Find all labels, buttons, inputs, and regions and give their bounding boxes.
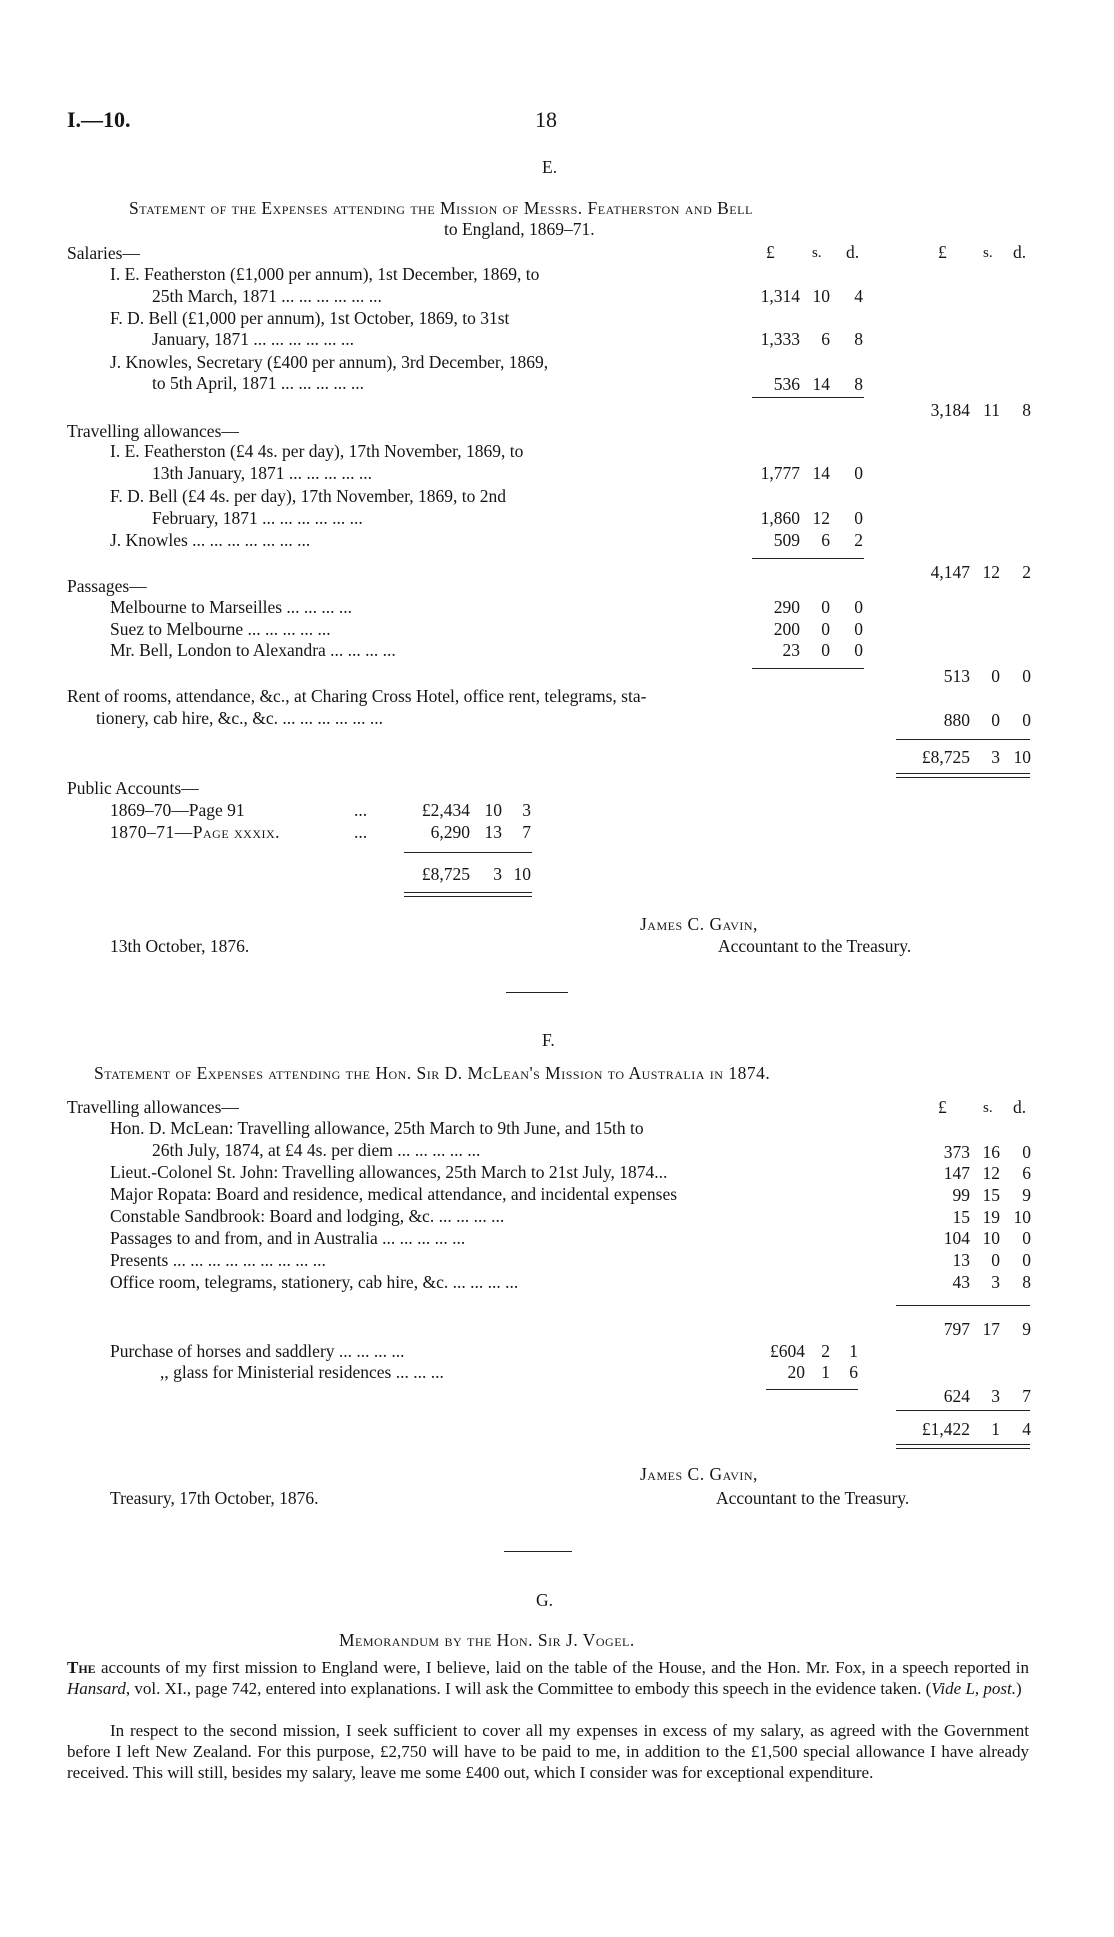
public-account-dots: ... xyxy=(354,822,368,842)
expense-item-desc: Passages to and from, and in Australia ... ... ... ... ... xyxy=(110,1228,466,1248)
salaries-label: Salaries— xyxy=(67,243,140,263)
amount-pence: 0 xyxy=(854,640,863,660)
memorandum-paragraph-1 xyxy=(67,1657,1029,1699)
amount-pounds: 23 xyxy=(782,640,800,660)
section-e-letter: E. xyxy=(542,157,558,177)
amount-pence: 4 xyxy=(854,286,863,306)
amount-pounds: 290 xyxy=(773,597,800,617)
amount-shillings: 16 xyxy=(982,1142,1000,1162)
grand-total-pence: 10 xyxy=(1013,747,1031,767)
travel-item-desc-cont: February, 1871 ... ... ... ... ... ... xyxy=(152,508,363,528)
passages-total-pounds: 513 xyxy=(943,666,970,686)
grand-total-rule xyxy=(896,1410,1030,1411)
public-total-rule xyxy=(404,852,532,853)
amount-pounds: 1,333 xyxy=(760,329,800,349)
section-separator xyxy=(506,992,568,993)
paragraph-text: accounts of my first mission to England were, I believe, laid on the table of the House, and the Hon. Mr. Fox, in a speech reported in xyxy=(95,1658,1029,1677)
salaries-total-shillings: 11 xyxy=(983,400,1000,420)
amount-shillings: 15 xyxy=(982,1185,1000,1205)
col-pence-heading: d. xyxy=(1013,1097,1027,1117)
amount-pounds: 1,777 xyxy=(760,463,800,483)
amount-pounds: 373 xyxy=(943,1142,970,1162)
amount-pence: 8 xyxy=(854,374,863,394)
salary-item-desc-cont: January, 1871 ... ... ... ... ... ... xyxy=(152,329,355,349)
salary-item-desc: I. E. Featherston (£1,000 per annum), 1st December, 1869, to xyxy=(110,264,540,284)
vide-reference: Vide L, post. xyxy=(931,1679,1016,1698)
amount-shillings: 6 xyxy=(821,329,830,349)
amount-pounds: 15 xyxy=(952,1207,970,1227)
col-shillings-heading-2: s. xyxy=(983,245,993,261)
col-pence-heading-2: d. xyxy=(1013,242,1027,262)
amount-pounds: 99 xyxy=(952,1185,970,1205)
amount-pounds: 43 xyxy=(952,1272,970,1292)
amount-shillings: 3 xyxy=(991,1272,1000,1292)
statement-date: Treasury, 17th October, 1876. xyxy=(110,1488,319,1508)
subtotal-rule xyxy=(752,558,864,559)
salary-item-desc-cont: 25th March, 1871 ... ... ... ... ... ... xyxy=(152,286,382,306)
travel-item-desc: F. D. Bell (£4 4s. per day), 17th November, 1869, to 2nd xyxy=(110,486,506,506)
amount-pence: 0 xyxy=(1022,1250,1031,1270)
passages-total-pence: 0 xyxy=(1022,666,1031,686)
salary-item-desc: F. D. Bell (£1,000 per annum), 1st October, 1869, to 31st xyxy=(110,308,510,328)
statement-date: 13th October, 1876. xyxy=(110,936,250,956)
amount-pence: 6 xyxy=(1022,1163,1031,1183)
amount-shillings: 14 xyxy=(812,463,830,483)
amount-shillings: 14 xyxy=(812,374,830,394)
purchase-pence: 1 xyxy=(849,1341,858,1361)
public-account-pounds: £2,434 xyxy=(421,800,470,820)
grand-total-shillings: 1 xyxy=(991,1419,1000,1439)
amount-pence: 0 xyxy=(854,619,863,639)
col-pounds-heading: £ xyxy=(938,1097,947,1117)
grand-total-double-rule xyxy=(896,773,1030,778)
col-pounds-heading: £ xyxy=(766,242,775,262)
subtotal-rule xyxy=(752,397,864,398)
hansard-citation: Hansard xyxy=(67,1679,126,1698)
public-account-pounds: 6,290 xyxy=(430,822,470,842)
purchase-shillings: 1 xyxy=(821,1362,830,1382)
passage-item-desc: Melbourne to Marseilles ... ... ... ... xyxy=(110,597,353,617)
section-f-title: Statement of Expenses attending the Hon. Sir D. McLean's Mission to Australia in 1874. xyxy=(94,1063,771,1083)
grand-total-double-rule xyxy=(896,1444,1030,1449)
subtotal-pence: 9 xyxy=(1022,1319,1031,1339)
amount-shillings: 10 xyxy=(812,286,830,306)
amount-shillings: 10 xyxy=(982,1228,1000,1248)
travelling-total-pence: 2 xyxy=(1022,562,1031,582)
salaries-total-pence: 8 xyxy=(1022,400,1031,420)
subtotal-rule xyxy=(896,1305,1030,1306)
amount-pounds: 13 xyxy=(952,1250,970,1270)
signature-title: Accountant to the Treasury. xyxy=(718,936,912,956)
paragraph-text: ) xyxy=(1015,1679,1022,1698)
subtotal-shillings: 17 xyxy=(982,1319,1000,1339)
col-shillings-heading: s. xyxy=(983,1100,993,1116)
amount-pence: 0 xyxy=(854,597,863,617)
passages-label: Passages— xyxy=(67,576,147,596)
public-total-pence: 10 xyxy=(513,864,531,884)
grand-total-rule xyxy=(896,739,1030,740)
expense-item-desc-cont: 26th July, 1874, at £4 4s. per diem ... ... ... ... ... xyxy=(152,1140,481,1160)
paragraph-text: , vol. XI., page 742, entered into explanations. I will ask the Committee to embody this speech in the evidence taken. ( xyxy=(125,1679,932,1698)
travel-item-desc: I. E. Featherston (£4 4s. per day), 17th November, 1869, to xyxy=(110,441,524,461)
passage-item-desc: Suez to Melbourne ... ... ... ... ... xyxy=(110,619,331,639)
travelling-total-shillings: 12 xyxy=(982,562,1000,582)
expense-item-desc: Constable Sandbrook: Board and lodging, &c. ... ... ... ... xyxy=(110,1206,505,1226)
purchase-shillings: 2 xyxy=(821,1341,830,1361)
amount-pounds: 147 xyxy=(943,1163,970,1183)
amount-pounds: 536 xyxy=(773,374,800,394)
grand-total-pence: 4 xyxy=(1022,1419,1031,1439)
amount-shillings: 12 xyxy=(982,1163,1000,1183)
public-total-double-rule xyxy=(404,892,532,897)
purchase-rule xyxy=(766,1389,858,1390)
amount-pounds: 1,860 xyxy=(760,508,800,528)
expense-item-desc: Office room, telegrams, stationery, cab hire, &c. ... ... ... ... xyxy=(110,1272,519,1292)
passage-item-desc: Mr. Bell, London to Alexandra ... ... ... ... xyxy=(110,640,396,660)
purchase-pence: 6 xyxy=(849,1362,858,1382)
section-e-title: Statement of the Expenses attending the Mission of Messrs. Featherston and Bell xyxy=(129,198,753,218)
purchase-total-pence: 7 xyxy=(1022,1386,1031,1406)
rent-pence: 0 xyxy=(1022,710,1031,730)
amount-pence: 0 xyxy=(1022,1228,1031,1248)
grand-total-pounds: £8,725 xyxy=(921,747,970,767)
grand-total-pounds: £1,422 xyxy=(921,1419,970,1439)
expense-item-desc: Hon. D. McLean: Travelling allowance, 25th March to 9th June, and 15th to xyxy=(110,1118,644,1138)
public-account-row: 1870–71—Page xxxix. xyxy=(110,822,281,842)
travel-item-desc-cont: 13th January, 1871 ... ... ... ... ... xyxy=(152,463,373,483)
amount-pence: 0 xyxy=(854,463,863,483)
memorandum-paragraph-2: In respect to the second mission, I seek sufficient to cover all my expenses in excess of my salary, as agreed with the Government before I left New Zealand. For this purpose, £2,750 will have to be paid to me, in addition to the £1,500 special allowance I have already received. This will still, besides my salary, leave me some £400 out, which I consider was for exceptional expenditure. xyxy=(67,1721,1029,1782)
signature-name: James C. Gavin, xyxy=(640,914,758,934)
rent-shillings: 0 xyxy=(991,710,1000,730)
purchase-item-desc: Purchase of horses and saddlery ... ... ... ... xyxy=(110,1341,405,1361)
purchase-pounds: £604 xyxy=(770,1341,805,1361)
salary-item-desc-cont: to 5th April, 1871 ... ... ... ... ... xyxy=(152,373,364,393)
section-separator xyxy=(504,1551,572,1552)
passages-total-shillings: 0 xyxy=(991,666,1000,686)
public-account-row: 1869–70—Page 91 xyxy=(110,800,245,820)
salary-item-desc: J. Knowles, Secretary (£400 per annum), 3rd December, 1869, xyxy=(110,352,549,372)
public-account-shillings: 10 xyxy=(484,800,502,820)
amount-pence: 9 xyxy=(1022,1185,1031,1205)
signature-name: James C. Gavin, xyxy=(640,1464,758,1484)
amount-pence: 10 xyxy=(1013,1207,1031,1227)
col-shillings-heading: s. xyxy=(812,245,822,261)
amount-pounds: 104 xyxy=(943,1228,970,1248)
expense-item-desc: Major Ropata: Board and residence, medical attendance, and incidental expenses xyxy=(110,1184,678,1204)
public-accounts-label: Public Accounts— xyxy=(67,778,199,798)
subtotal-rule xyxy=(752,668,864,669)
page-number: 18 xyxy=(535,107,557,132)
subtotal-pounds: 797 xyxy=(943,1319,970,1339)
amount-shillings: 6 xyxy=(821,530,830,550)
purchase-pounds: 20 xyxy=(787,1362,805,1382)
col-pence-heading: d. xyxy=(846,242,860,262)
amount-pence: 8 xyxy=(854,329,863,349)
col-pounds-heading-2: £ xyxy=(938,242,947,262)
rent-desc: Rent of rooms, attendance, &c., at Charing Cross Hotel, office rent, telegrams, sta- xyxy=(67,686,647,706)
amount-pounds: 200 xyxy=(773,619,800,639)
public-total-shillings: 3 xyxy=(493,864,502,884)
expense-item-desc: Lieut.-Colonel St. John: Travelling allowances, 25th March to 21st July, 1874... xyxy=(110,1162,668,1182)
amount-pence: 8 xyxy=(1022,1272,1031,1292)
amount-shillings: 12 xyxy=(812,508,830,528)
public-account-shillings: 13 xyxy=(484,822,502,842)
memorandum-title: Memorandum by the Hon. Sir J. Vogel. xyxy=(339,1630,635,1650)
section-e-title-line2: to England, 1869–71. xyxy=(444,219,595,239)
amount-shillings: 0 xyxy=(821,597,830,617)
signature-title: Accountant to the Treasury. xyxy=(716,1488,910,1508)
amount-shillings: 0 xyxy=(821,640,830,660)
public-account-dots: ... xyxy=(354,800,368,820)
section-f-letter: F. xyxy=(542,1030,555,1050)
purchase-total-shillings: 3 xyxy=(991,1386,1000,1406)
amount-pounds: 509 xyxy=(773,530,800,550)
grand-total-shillings: 3 xyxy=(991,747,1000,767)
travel-item-desc: J. Knowles ... ... ... ... ... ... ... xyxy=(110,530,311,550)
public-total-pounds: £8,725 xyxy=(421,864,470,884)
travelling-label: Travelling allowances— xyxy=(67,421,239,441)
expense-item-desc: Presents ... ... ... ... ... ... ... ... ... xyxy=(110,1250,326,1270)
amount-pence: 0 xyxy=(854,508,863,528)
amount-shillings: 19 xyxy=(982,1207,1000,1227)
salaries-total-pounds: 3,184 xyxy=(930,400,970,420)
travelling-total-pounds: 4,147 xyxy=(930,562,970,582)
page-reference: I.—10. xyxy=(67,107,131,132)
purchase-total-pounds: 624 xyxy=(943,1386,970,1406)
amount-pence: 0 xyxy=(1022,1142,1031,1162)
amount-shillings: 0 xyxy=(821,619,830,639)
amount-pence: 2 xyxy=(854,530,863,550)
rent-desc-cont: tionery, cab hire, &c., &c. ... ... ... ... ... ... xyxy=(96,708,384,728)
public-account-pence: 7 xyxy=(522,822,531,842)
travelling-allowances-label: Travelling allowances— xyxy=(67,1097,239,1117)
rent-pounds: 880 xyxy=(943,710,970,730)
paragraph-lead-word: The xyxy=(67,1658,96,1677)
section-g-letter: G. xyxy=(536,1590,554,1610)
amount-shillings: 0 xyxy=(991,1250,1000,1270)
public-account-pence: 3 xyxy=(522,800,531,820)
amount-pounds: 1,314 xyxy=(760,286,800,306)
purchase-item-desc: ,, glass for Ministerial residences ... ... ... xyxy=(160,1362,444,1382)
